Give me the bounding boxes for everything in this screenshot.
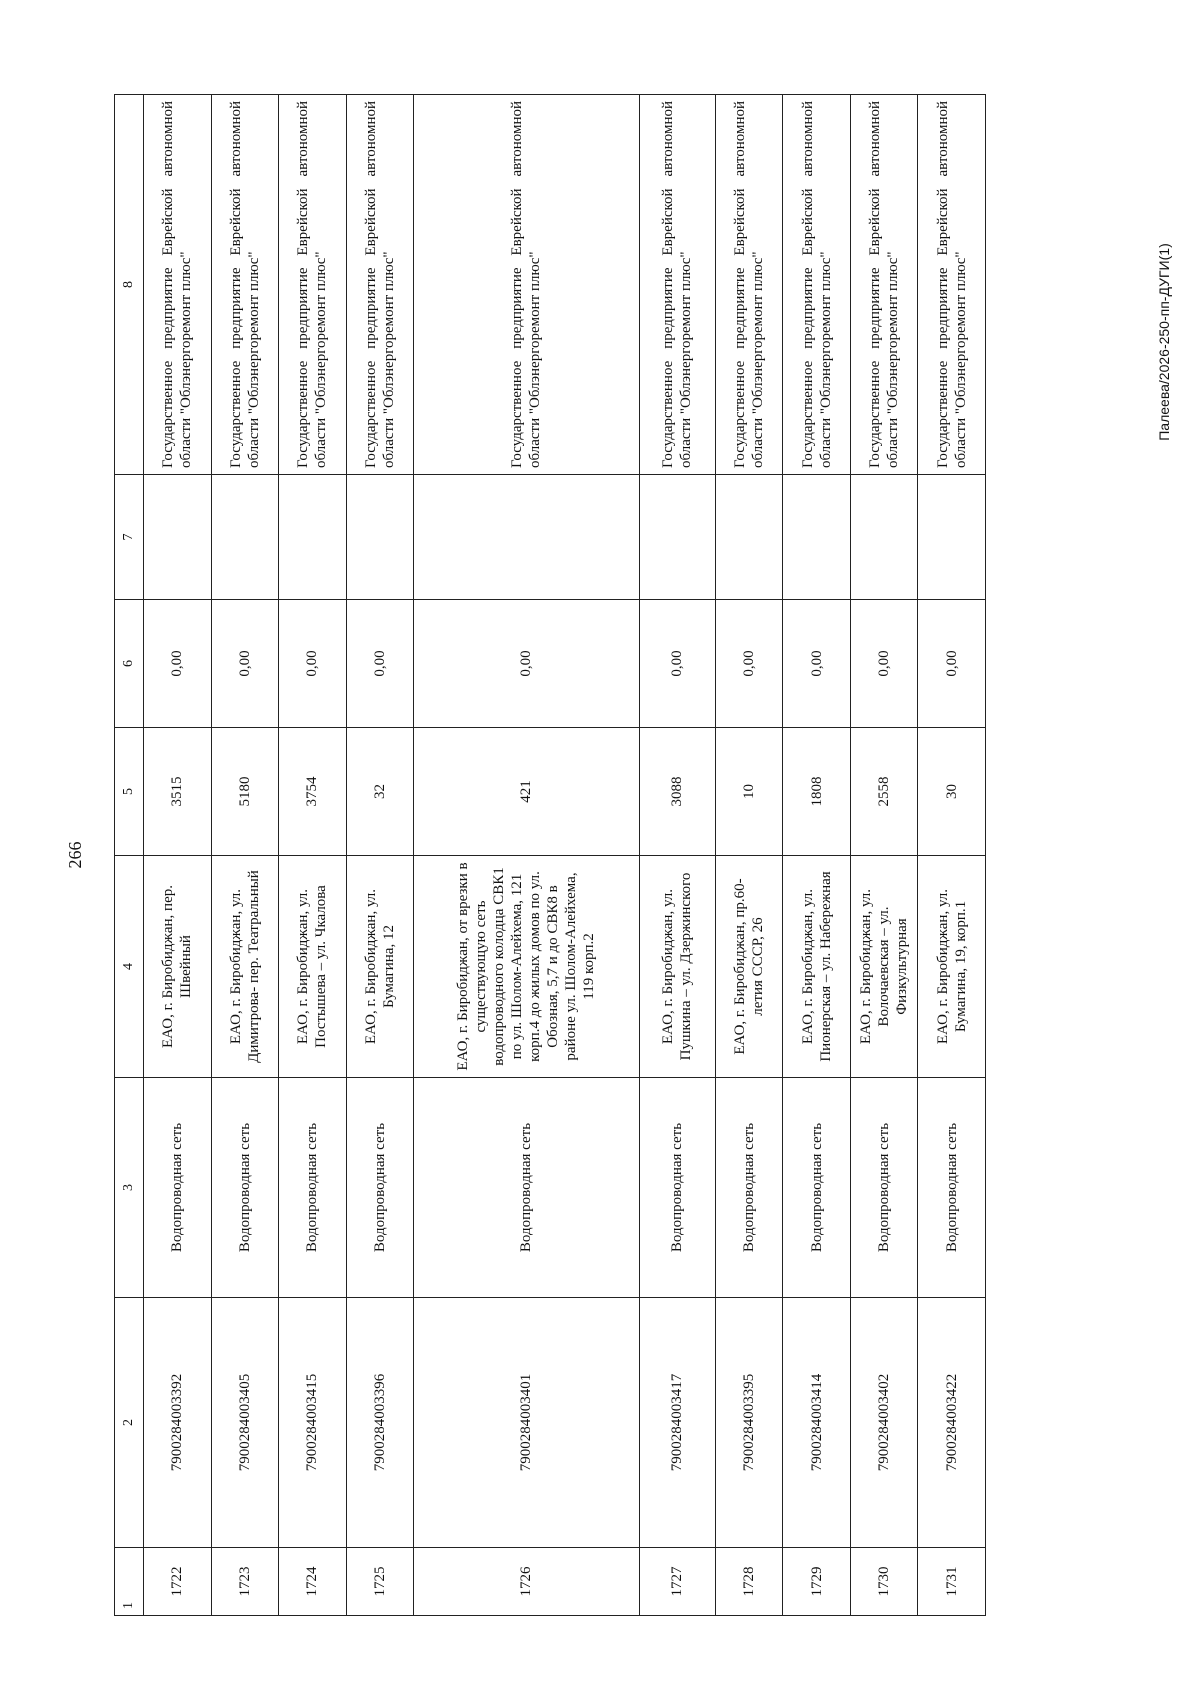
table-row bbox=[211, 95, 279, 1616]
header-col-8: 8 bbox=[115, 95, 144, 475]
owner: Государственное предприятие Еврейской автономной области "Облэнергоремонт плюс" bbox=[279, 95, 347, 475]
owner: Государственное предприятие Еврейской автономной области "Облэнергоремонт плюс" bbox=[918, 95, 986, 475]
cadastral-code: 7900284003392 bbox=[144, 1298, 212, 1548]
object-length: 5180 bbox=[211, 728, 279, 856]
column-7-value bbox=[279, 475, 347, 600]
table-row bbox=[414, 95, 640, 1616]
column-7-value bbox=[639, 475, 715, 600]
object-value: 0,00 bbox=[279, 600, 347, 728]
row-number: 1731 bbox=[918, 1548, 986, 1616]
object-value: 0,00 bbox=[414, 600, 640, 728]
header-row bbox=[115, 95, 144, 1616]
table-row bbox=[639, 95, 715, 1616]
cadastral-code: 7900284003395 bbox=[715, 1298, 783, 1548]
object-type: Водопроводная сеть bbox=[639, 1078, 715, 1298]
page-number: 266 bbox=[65, 841, 85, 869]
table-row bbox=[918, 95, 986, 1616]
owner: Государственное предприятие Еврейской автономной области "Облэнергоремонт плюс" bbox=[715, 95, 783, 475]
cadastral-code: 7900284003405 bbox=[211, 1298, 279, 1548]
object-type: Водопроводная сеть bbox=[918, 1078, 986, 1298]
column-7-value bbox=[144, 475, 212, 600]
column-7-value bbox=[414, 475, 640, 600]
table-row bbox=[144, 95, 212, 1616]
object-type: Водопроводная сеть bbox=[144, 1078, 212, 1298]
header-col-3: 3 bbox=[115, 1078, 144, 1298]
object-value: 0,00 bbox=[715, 600, 783, 728]
object-length: 2558 bbox=[850, 728, 918, 856]
object-type: Водопроводная сеть bbox=[850, 1078, 918, 1298]
object-type: Водопроводная сеть bbox=[211, 1078, 279, 1298]
column-7-value bbox=[715, 475, 783, 600]
object-address: ЕАО, г. Биробиджан, ул. Пионерская – ул. Набережная bbox=[783, 856, 851, 1078]
object-length: 3515 bbox=[144, 728, 212, 856]
header-col-5: 5 bbox=[115, 728, 144, 856]
cadastral-code: 7900284003401 bbox=[414, 1298, 640, 1548]
row-number: 1726 bbox=[414, 1548, 640, 1616]
table-row bbox=[279, 95, 347, 1616]
object-length: 1808 bbox=[783, 728, 851, 856]
row-number: 1725 bbox=[346, 1548, 414, 1616]
object-type: Водопроводная сеть bbox=[715, 1078, 783, 1298]
column-7-value bbox=[850, 475, 918, 600]
object-type: Водопроводная сеть bbox=[346, 1078, 414, 1298]
object-value: 0,00 bbox=[918, 600, 986, 728]
header-col-4: 4 bbox=[115, 856, 144, 1078]
table-row bbox=[850, 95, 918, 1616]
object-length: 32 bbox=[346, 728, 414, 856]
object-type: Водопроводная сеть bbox=[783, 1078, 851, 1298]
registry-table bbox=[114, 94, 986, 1616]
object-address: ЕАО, г. Биробиджан, пр.60-летия СССР, 26 bbox=[715, 856, 783, 1078]
object-address: ЕАО, г. Биробиджан, ул. Волочаевская – ул. Физкультурная bbox=[850, 856, 918, 1078]
owner: Государственное предприятие Еврейской автономной области "Облэнергоремонт плюс" bbox=[346, 95, 414, 475]
cadastral-code: 7900284003396 bbox=[346, 1298, 414, 1548]
table-holder bbox=[114, 95, 986, 1616]
table-body bbox=[144, 95, 986, 1616]
object-length: 30 bbox=[918, 728, 986, 856]
object-value: 0,00 bbox=[783, 600, 851, 728]
object-type: Водопроводная сеть bbox=[279, 1078, 347, 1298]
object-address: ЕАО, г. Биробиджан, от врезки в существующую сеть водопроводного колодца СВК1 по ул. Шолом-Алейхема, 121 корп.4 до жилых домов по ул. Обозная, 5,7 и до СВК8 в районе ул. Шолом-Алейхема, 119 корп.2 bbox=[414, 856, 640, 1078]
object-address: ЕАО, г. Биробиджан, пер. Швейный bbox=[144, 856, 212, 1078]
cadastral-code: 7900284003417 bbox=[639, 1298, 715, 1548]
rotated-table-container bbox=[114, 95, 986, 1616]
column-7-value bbox=[211, 475, 279, 600]
object-value: 0,00 bbox=[211, 600, 279, 728]
header-col-2: 2 bbox=[115, 1298, 144, 1548]
owner: Государственное предприятие Еврейской автономной области "Облэнергоремонт плюс" bbox=[211, 95, 279, 475]
row-number: 1730 bbox=[850, 1548, 918, 1616]
object-length: 421 bbox=[414, 728, 640, 856]
object-address: ЕАО, г. Биробиджан, ул. Постышева – ул. Чкалова bbox=[279, 856, 347, 1078]
object-length: 3088 bbox=[639, 728, 715, 856]
row-number: 1729 bbox=[783, 1548, 851, 1616]
cadastral-code: 7900284003415 bbox=[279, 1298, 347, 1548]
row-number: 1722 bbox=[144, 1548, 212, 1616]
header-col-7: 7 bbox=[115, 475, 144, 600]
table-row bbox=[715, 95, 783, 1616]
object-value: 0,00 bbox=[850, 600, 918, 728]
row-number: 1723 bbox=[211, 1548, 279, 1616]
object-address: ЕАО, г. Биробиджан, ул. Бумагина, 19, корп.1 bbox=[918, 856, 986, 1078]
object-value: 0,00 bbox=[144, 600, 212, 728]
document-id: Палеева/2026-250-пп-ДУГИ(1) bbox=[1156, 243, 1172, 441]
owner: Государственное предприятие Еврейской автономной области "Облэнергоремонт плюс" bbox=[144, 95, 212, 475]
object-length: 10 bbox=[715, 728, 783, 856]
header-col-6: 6 bbox=[115, 600, 144, 728]
cadastral-code: 7900284003414 bbox=[783, 1298, 851, 1548]
object-value: 0,00 bbox=[346, 600, 414, 728]
object-value: 0,00 bbox=[639, 600, 715, 728]
owner: Государственное предприятие Еврейской автономной области "Облэнергоремонт плюс" bbox=[414, 95, 640, 475]
header-col-1: 1 bbox=[115, 1548, 144, 1616]
row-number: 1724 bbox=[279, 1548, 347, 1616]
cadastral-code: 7900284003422 bbox=[918, 1298, 986, 1548]
table-row bbox=[783, 95, 851, 1616]
row-number: 1727 bbox=[639, 1548, 715, 1616]
object-address: ЕАО, г. Биробиджан, ул. Пушкина – ул. Дзержинского bbox=[639, 856, 715, 1078]
row-number: 1728 bbox=[715, 1548, 783, 1616]
cadastral-code: 7900284003402 bbox=[850, 1298, 918, 1548]
column-7-value bbox=[783, 475, 851, 600]
column-7-value bbox=[346, 475, 414, 600]
table-row bbox=[346, 95, 414, 1616]
object-address: ЕАО, г. Биробиджан, ул. Бумагина, 12 bbox=[346, 856, 414, 1078]
object-length: 3754 bbox=[279, 728, 347, 856]
owner: Государственное предприятие Еврейской автономной области "Облэнергоремонт плюс" bbox=[783, 95, 851, 475]
column-7-value bbox=[918, 475, 986, 600]
object-type: Водопроводная сеть bbox=[414, 1078, 640, 1298]
object-address: ЕАО, г. Биробиджан, ул. Димитрова- пер. Театральный bbox=[211, 856, 279, 1078]
owner: Государственное предприятие Еврейской автономной области "Облэнергоремонт плюс" bbox=[639, 95, 715, 475]
owner: Государственное предприятие Еврейской автономной области "Облэнергоремонт плюс" bbox=[850, 95, 918, 475]
